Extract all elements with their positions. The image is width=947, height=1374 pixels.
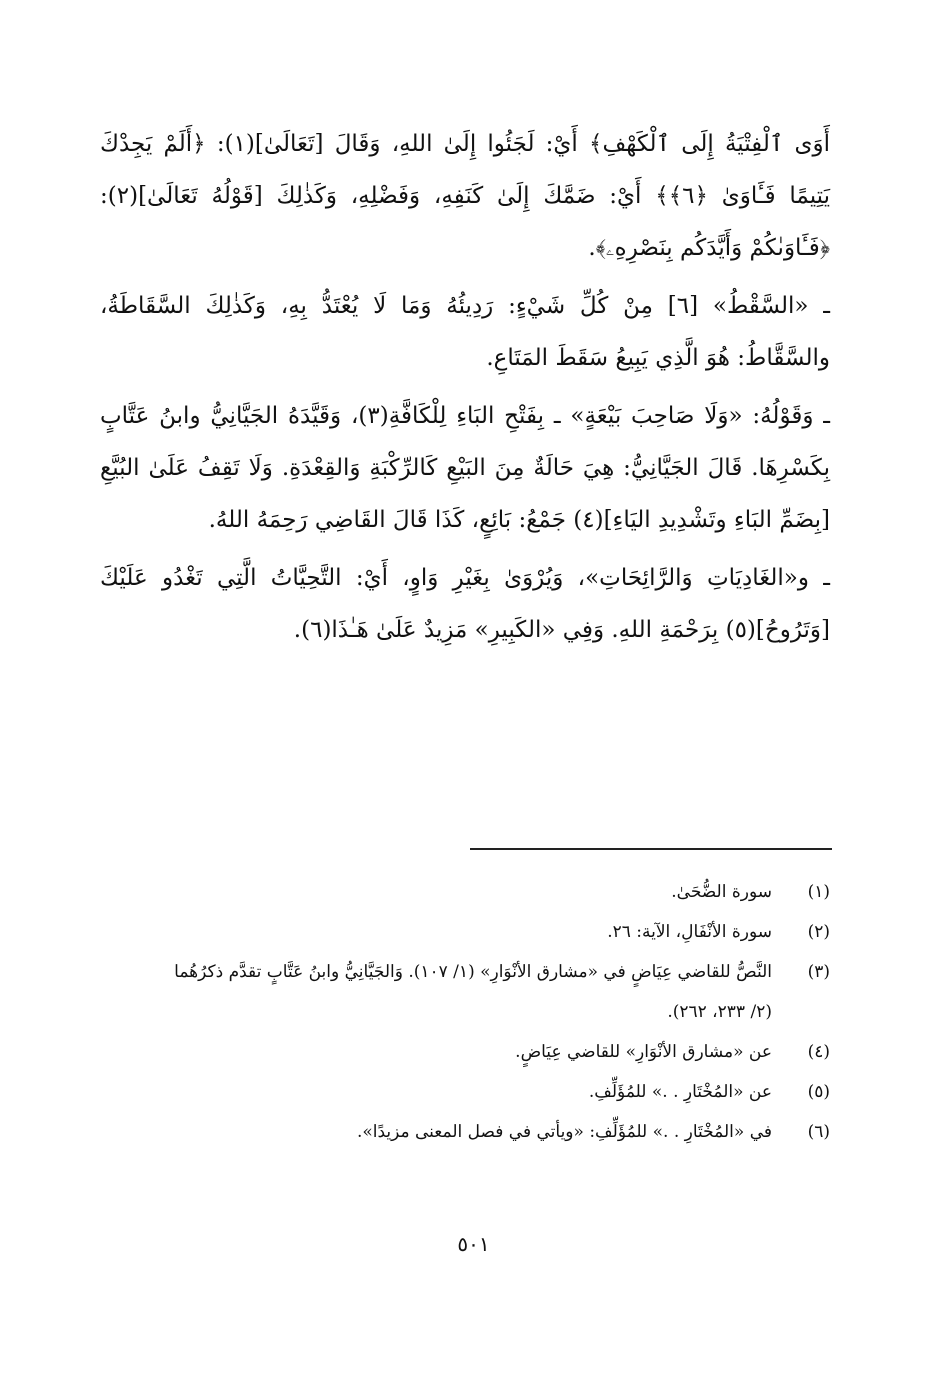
footnote-text-continuation: (٢/ ٢٣٣، ٢٦٢). xyxy=(667,1002,772,1022)
footnote-text: عن «مشارق الأنْوَارِ» للقاضي عِيَاضٍ. xyxy=(515,1042,772,1062)
footnote-item xyxy=(90,952,830,1032)
footnote-number: (٦) xyxy=(807,1122,830,1142)
footnote-text xyxy=(90,952,772,1032)
footnote-text-line: النَّصُّ للقاضي عِيَاضٍ في «مشارق الأنْوَارِ» (١/ ١٠٧). وَالجَيَّانِيُّ وابنُ عَتَّابٍ تقدَّم ذكرُهُما xyxy=(174,962,772,982)
footnote-item xyxy=(90,872,830,912)
footnotes xyxy=(90,872,830,1152)
paragraph-ghadiyat: ـ و«الغَادِيَاتِ وَالرَّائِحَاتِ»، وَيُرْوَىٰ بِغَيْرِ وَاوٍ، أَيْ: التَّحِيَّاتُ الَّتِي تَغْدُو عَلَيْكَ [وَتَرُوحُ](٥) بِرَحْمَةِ اللهِ. وَفِي «الكَبِيرِ» مَزِيدٌ عَلَىٰ هَـٰذَا(٦). xyxy=(100,565,830,643)
footnote-number: (١) xyxy=(807,882,830,902)
footnote-number: (٤) xyxy=(807,1042,830,1062)
footnote-number: (٢) xyxy=(807,922,830,942)
footnote-number: (٣) xyxy=(807,962,830,982)
main-text xyxy=(100,118,830,656)
footnote-number: (٥) xyxy=(807,1082,830,1102)
footnote-separator xyxy=(470,848,832,850)
footnote-text: سورة الضُّحَىٰ. xyxy=(671,882,772,902)
paragraph-saqt: ـ «السَّقْطُ» [٦] مِنْ كُلِّ شَيْءٍ: رَدِيئُهُ وَمَا لَا يُعْتَدُّ بِهِ، وَكَذٰلِكَ السَّقَاطَةُ، والسَّقَّاطُ: هُوَ الَّذِي يَبِيعُ سَقَطَ المَتَاعِ. xyxy=(100,293,830,371)
footnote-item xyxy=(90,1032,830,1072)
footnote-text: عن «المُخْتَارِ . .» للمُؤَلِّفِ. xyxy=(588,1082,772,1102)
footnote-item xyxy=(90,1112,830,1152)
footnote-item xyxy=(90,1072,830,1112)
footnote-text: سورة الأنْفَالِ، الآية: ٢٦. xyxy=(607,922,772,942)
paragraph-quran-verses: أَوَى ٱلْفِتْيَةُ إِلَى ٱلْكَهْفِ﴾ أَيْ: لَجَئُوا إِلَىٰ اللهِ، وَقَالَ [تَعَالَىٰ](١): ﴿أَلَمْ يَجِدْكَ يَتِيمًا فَـَٔاوَىٰ ﴿٦﴾﴾ أَيْ: ضَمَّكَ إِلَىٰ كَنَفِهِ، وَفَضْلِهِ، وَكَذٰلِكَ [قَوْلُهُ تَعَالَىٰ](٢): ﴿فَـَٔاوَىٰكُمْ وَأَيَّدَكُم بِنَصْرِهِۦ﴾. xyxy=(100,131,830,261)
paragraph-bayah: ـ وَقَوْلُهُ: «وَلَا صَاحِبَ بَيْعَةٍ» ـ بِفَتْحِ البَاءِ لِلْكَافَّةِ(٣)، وَقَيَّدَهُ الجَيَّانِيُّ وابنُ عَتَّابٍ بِكَسْرِهَا. قَالَ الجَيَّانِيُّ: هِيَ حَالَةٌ مِنَ البَيْعِ كَالرِّكْبَةِ وَالقِعْدَةِ. وَلَا تَقِفُ عَلَىٰ البُيَّعِ [بِضَمِّ البَاءِ وتَشْدِيدِ اليَاءِ](٤) جَمْعُ: بَائِعٍ، كَذَا قَالَ القَاضِي رَحِمَهُ اللهُ. xyxy=(100,403,830,533)
page-number: ٥٠١ xyxy=(457,1232,490,1256)
footnote-item xyxy=(90,912,830,952)
footnote-text: في «المُخْتَارِ . .» للمُؤَلِّفِ: «ويأتي في فصل المعنى مزيدًا». xyxy=(356,1122,772,1142)
